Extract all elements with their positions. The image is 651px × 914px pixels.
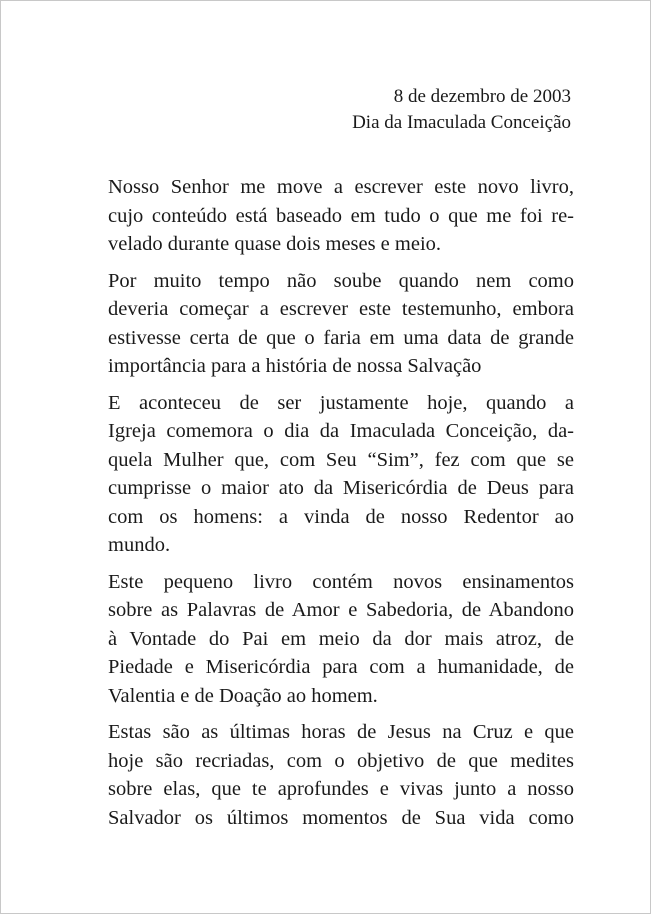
text-line: E aconteceu de ser justamente hoje, quando a <box>108 391 574 414</box>
text-line: Piedade e Misericórdia para com a humanidade, de <box>108 656 574 678</box>
text-line: cujo conteúdo está baseado em tudo o que me foi re- <box>108 204 574 227</box>
paragraph <box>80 267 574 381</box>
text-line: velado durante quase dois meses e meio. <box>108 233 442 255</box>
text-line: cumprisse o maior ato da Misericórdia de Deus para <box>108 477 574 499</box>
paragraph <box>80 568 574 711</box>
text-line: Por muito tempo não soube quando nem como <box>108 269 574 292</box>
text-line: mundo. <box>108 534 171 556</box>
text-line: Este pequeno livro contém novos ensinamentos <box>108 570 574 593</box>
text-line: estivesse certa de que o faria em uma data de grande <box>108 326 574 349</box>
text-line: Salvador os últimos momentos de Sua vida como <box>108 806 574 829</box>
text-line: deveria começar a escrever este testemunho, embora <box>108 298 574 320</box>
paragraph <box>80 389 574 560</box>
text-line: hoje são recriadas, com o objetivo de que medites <box>108 749 574 772</box>
text-line: Nosso Senhor me move a escrever este novo livro, <box>108 176 574 198</box>
text-line: à Vontade do Pai em meio da dor mais atroz, de <box>108 627 574 650</box>
text-line: Estas são as últimas horas de Jesus na Cruz e que <box>108 721 574 743</box>
page-header <box>352 84 571 136</box>
occasion-line: Dia da Imaculada Conceição <box>352 112 571 133</box>
text-line: sobre as Palavras de Amor e Sabedoria, de Abandono <box>108 599 574 621</box>
text-line: quela Mulher que, com Seu “Sim”, fez com que se <box>108 448 574 471</box>
date-line: 8 de dezembro de 2003 <box>393 86 571 107</box>
body-text <box>80 173 574 840</box>
paragraph <box>80 718 574 832</box>
text-line: importância para a história de nossa Salvação <box>108 355 482 377</box>
text-line: Igreja comemora o dia da Imaculada Conceição, da- <box>108 420 574 442</box>
paragraph <box>80 173 574 259</box>
text-line: com os homens: a vinda de nosso Redentor ao <box>108 505 574 528</box>
text-line: sobre elas, que te aprofundes e vivas junto a nosso <box>108 778 574 800</box>
text-line: Valentia e de Doação ao homem. <box>108 684 378 707</box>
